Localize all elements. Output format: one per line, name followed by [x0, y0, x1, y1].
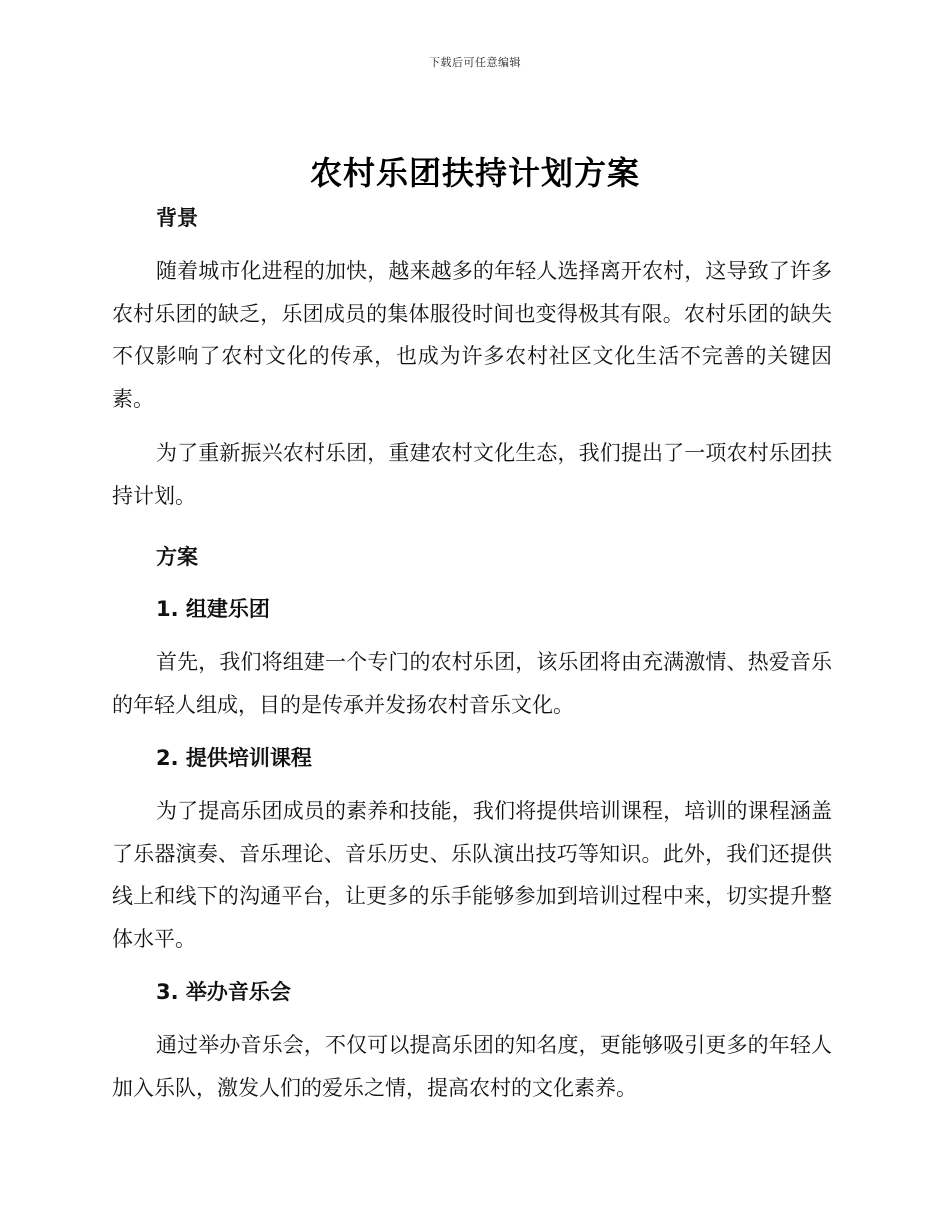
background-paragraph-1: 随着城市化进程的加快，越来越多的年轻人选择离开农村，这导致了许多农村乐团的缺乏，乐团成员的集体服役时间也变得极其有限。农村乐团的缺失不仅影响了农村文化的传承，也成为许多农村社区文化生活不完善的关键因素。 [112, 259, 832, 411]
plan-item-2-heading: 2. 提供培训课程 [156, 746, 312, 770]
section-heading-plan: 方案 [156, 545, 198, 569]
document-body [112, 198, 832, 1109]
plan-item-3-heading: 3. 举办音乐会 [156, 980, 291, 1004]
plan-item-1-heading: 1. 组建乐团 [156, 597, 270, 621]
page-header: 下载后可任意编辑 [429, 56, 521, 69]
plan-item-1-text: 首先，我们将组建一个专门的农村乐团，该乐团将由充满激情、热爱音乐的年轻人组成，目的是传承并发扬农村音乐文化。 [112, 650, 832, 717]
background-paragraph-2: 为了重新振兴农村乐团，重建农村文化生态，我们提出了一项农村乐团扶持计划。 [112, 441, 832, 508]
document-title: 农村乐团扶持计划方案 [309, 154, 640, 192]
plan-item-2-text: 为了提高乐团成员的素养和技能，我们将提供培训课程，培训的课程涵盖了乐器演奏、音乐理论、音乐历史、乐队演出技巧等知识。此外，我们还提供线上和线下的沟通平台，让更多的乐手能够参加到培训过程中来，切实提升整体水平。 [112, 799, 832, 951]
section-heading-background: 背景 [156, 206, 198, 230]
plan-item-3-text: 通过举办音乐会，不仅可以提高乐团的知名度，更能够吸引更多的年轻人加入乐队，激发人们的爱乐之情，提高农村的文化素养。 [112, 1033, 832, 1100]
